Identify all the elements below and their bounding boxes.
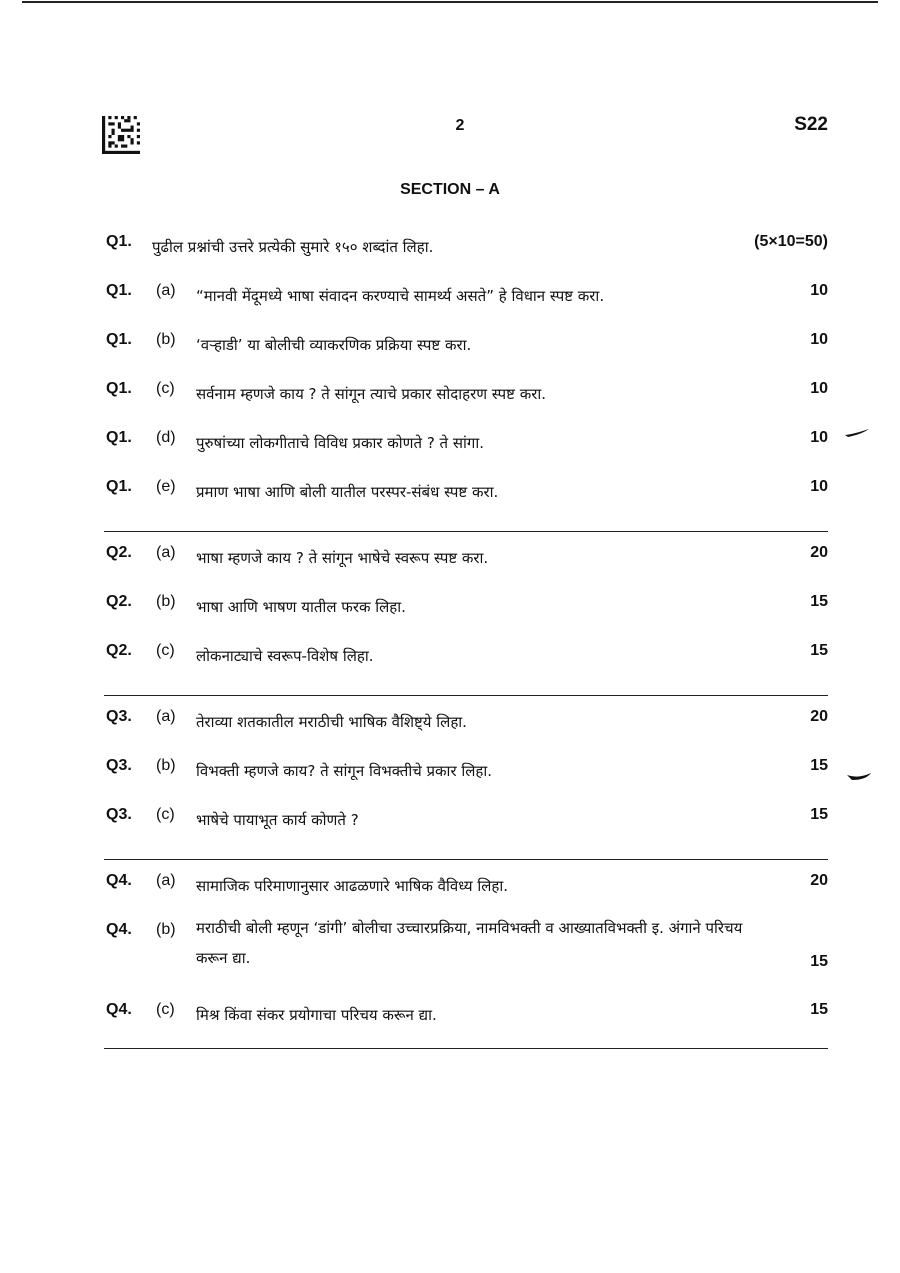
question-part: (c): [156, 806, 175, 823]
top-border-line: [22, 1, 878, 3]
question-marks: 15: [810, 593, 828, 610]
question-number: Q1.: [106, 331, 132, 348]
pen-tick-mark-icon: [844, 428, 870, 438]
question-number: Q1.: [106, 429, 132, 446]
question-number: Q4.: [106, 921, 132, 938]
question-number: Q3.: [106, 757, 132, 774]
question-row: [106, 997, 828, 1027]
question-part: (a): [156, 708, 176, 725]
section-title: SECTION – A: [400, 181, 500, 198]
question-text: भाषा आणि भाषण यातील फरक लिहा.: [196, 598, 406, 616]
question-marks: 10: [810, 429, 828, 446]
question-text: प्रमाण भाषा आणि बोली यातील परस्पर-संबंध स्पष्ट करा.: [196, 483, 499, 501]
question-row: [106, 868, 828, 898]
question-number: Q1.: [106, 282, 132, 299]
question-row: [106, 917, 828, 981]
question-row: [106, 638, 828, 668]
question-marks: 10: [810, 331, 828, 348]
question-marks: 15: [810, 642, 828, 659]
question-text: सर्वनाम म्हणजे काय ? ते सांगून त्याचे प्रकार सोदाहरण स्पष्ट करा.: [196, 385, 547, 403]
question-marks: 15: [810, 953, 828, 970]
question-row: [106, 540, 828, 570]
question-row: [106, 278, 828, 308]
question-text: “मानवी मेंदूमध्ये भाषा संवादन करण्याचे सामर्थ्य असते” हे विधान स्पष्ट करा.: [196, 287, 605, 305]
question-part: (c): [156, 1001, 175, 1018]
question-row: [106, 425, 828, 455]
question-number: Q1.: [106, 478, 132, 495]
question-part: (b): [156, 593, 176, 610]
question-part: (c): [156, 380, 175, 397]
question-part: (a): [156, 282, 176, 299]
question-text: भाषा म्हणजे काय ? ते सांगून भाषेचे स्वरूप स्पष्ट करा.: [196, 549, 489, 567]
question-row: [106, 753, 828, 783]
question-text: सामाजिक परिमाणानुसार आढळणारे भाषिक वैविध्य लिहा.: [196, 877, 508, 895]
question-part: (a): [156, 544, 176, 561]
question-part: (b): [156, 757, 176, 774]
section-divider: [104, 531, 828, 532]
question-number: Q4.: [106, 1001, 132, 1018]
question-number: Q2.: [106, 642, 132, 659]
question-number: Q3.: [106, 806, 132, 823]
question-marks: 20: [810, 708, 828, 725]
question-marks: 10: [810, 282, 828, 299]
question-row: [106, 474, 828, 504]
question-part: (b): [156, 921, 176, 938]
question-row: [106, 802, 828, 832]
total-marks: (5×10=50): [754, 233, 828, 250]
question-marks: 10: [810, 478, 828, 495]
instruction-row: [106, 229, 828, 259]
question-text: मराठीची बोली म्हणून ‘डांगी’ बोलीचा उच्चारप्रक्रिया, नामविभक्ती व आख्यातविभक्ती इ. अंगाने परिचय करून द्या.: [196, 919, 743, 967]
section-divider: [104, 695, 828, 696]
question-number: Q4.: [106, 872, 132, 889]
question-marks: 15: [810, 1001, 828, 1018]
question-text: ‘वऱ्हाडी’ या बोलीची व्याकरणिक प्रक्रिया स्पष्ट करा.: [196, 336, 472, 354]
question-row: [106, 376, 828, 406]
question-marks: 15: [810, 806, 828, 823]
question-number: Q1.: [106, 380, 132, 397]
question-marks: 20: [810, 872, 828, 889]
page-number: 2: [455, 117, 465, 134]
question-part: (c): [156, 642, 175, 659]
question-text: लोकनाट्याचे स्वरूप-विशेष लिहा.: [196, 647, 374, 665]
question-part: (d): [156, 429, 176, 446]
pen-tick-mark-icon: [846, 772, 872, 782]
question-marks: 10: [810, 380, 828, 397]
question-row: [106, 704, 828, 734]
question-text: तेराव्या शतकातील मराठीची भाषिक वैशिष्ट्ये लिहा.: [196, 713, 467, 731]
question-text: भाषेचे पायाभूत कार्य कोणते ?: [196, 811, 359, 829]
question-row: [106, 327, 828, 357]
question-part: (e): [156, 478, 176, 495]
datamatrix-code-icon: [102, 116, 140, 154]
question-number: Q1.: [106, 233, 132, 250]
paper-code: S22: [794, 114, 828, 135]
question-text: पुरुषांच्या लोकगीताचे विविध प्रकार कोणते ? ते सांगा.: [196, 434, 484, 452]
question-marks: 15: [810, 757, 828, 774]
question-marks: 20: [810, 544, 828, 561]
question-row: [106, 589, 828, 619]
question-number: Q3.: [106, 708, 132, 725]
question-text: विभक्ती म्हणजे काय? ते सांगून विभक्तीचे प्रकार लिहा.: [196, 762, 493, 780]
section-divider: [104, 1048, 828, 1049]
question-number: Q2.: [106, 544, 132, 561]
instruction-text: पुढील प्रश्नांची उत्तरे प्रत्येकी सुमारे १५० शब्दांत लिहा.: [152, 238, 434, 256]
question-part: (a): [156, 872, 176, 889]
question-text: मिश्र किंवा संकर प्रयोगाचा परिचय करून द्या.: [196, 1006, 437, 1024]
question-number: Q2.: [106, 593, 132, 610]
section-divider: [104, 859, 828, 860]
question-part: (b): [156, 331, 176, 348]
